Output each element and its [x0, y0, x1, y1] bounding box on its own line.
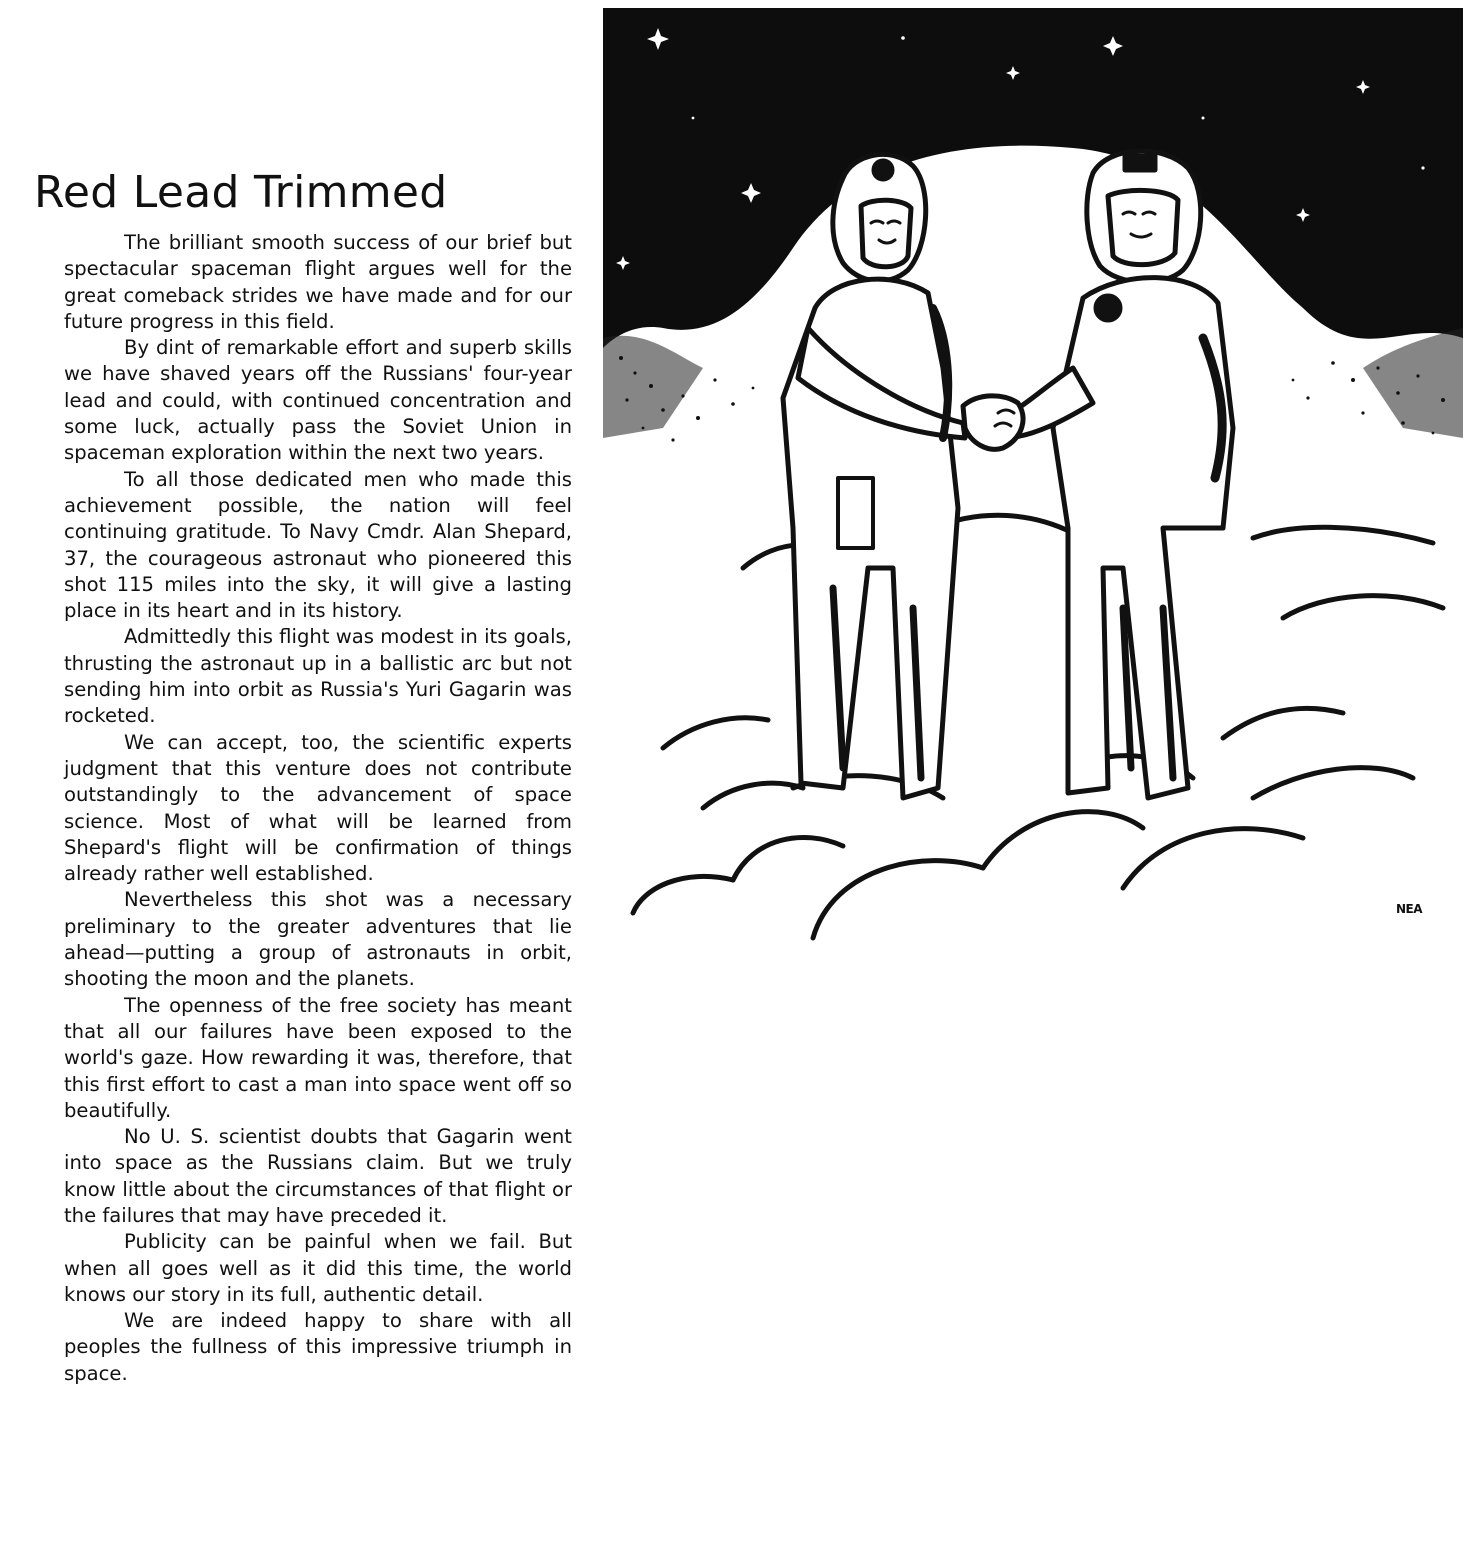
cartoon-credit: NEA — [1396, 902, 1423, 916]
paragraph: The openness of the free society has meant that all our failures have been exposed to the world's gaze. How rewarding it was, therefore, that this first effort to cast a man into space went off so beautifully. — [64, 993, 572, 1122]
astronaut-right — [1003, 151, 1233, 798]
headline: Red Lead Trimmed — [34, 167, 448, 218]
paragraph: By dint of remarkable effort and superb skills we have shaved years off the Russians' four-year lead and could, with continued concentration and some luck, actually pass the Soviet Union in spaceman exploration within the next two years. — [64, 336, 572, 465]
night-sky — [603, 8, 1463, 438]
clouds — [633, 515, 1443, 938]
article-body — [64, 230, 572, 1387]
astronaut-left — [783, 154, 965, 798]
paragraph: We are indeed happy to share with all peoples the fullness of this impressive triumph in space. — [64, 1309, 572, 1385]
editorial-cartoon — [603, 8, 1463, 943]
paragraph: We can accept, too, the scientific experts judgment that this venture does not contribute outstandingly to the advancement of space science. Most of what will be learned from Shepard's flight will be confirmation of things already rather well established. — [64, 730, 572, 886]
paragraph: To all those dedicated men who made this achievement possible, the nation will feel continuing gratitude. To Navy Cmdr. Alan Shepard, 37, the courageous astronaut who pioneered this shot 115 miles into the sky, it will give a lasting place in its heart and in its history. — [64, 467, 572, 623]
paragraph: Admittedly this flight was modest in its goals, thrusting the astronaut up in a ballistic arc but not sending him into orbit as Russia's Yuri Gagarin was rocketed. — [64, 625, 572, 728]
paragraph: Publicity can be painful when we fail. But when all goes well as it did this time, the world knows our story in its full, authentic detail. — [64, 1230, 572, 1306]
paragraph: No U. S. scientist doubts that Gagarin went into space as the Russians claim. But we truly know little about the circumstances of that flight or the failures that may have preceded it. — [64, 1125, 572, 1227]
paragraph: Nevertheless this shot was a necessary preliminary to the greater adventures that lie ahead—putting a group of astronauts in orbit, shooting the moon and the planets. — [64, 888, 572, 991]
paragraph: The brilliant smooth success of our brief but spectacular spaceman flight argues well for the great comeback strides we have made and for our future progress in this field. — [64, 231, 572, 333]
handshake — [963, 396, 1023, 449]
